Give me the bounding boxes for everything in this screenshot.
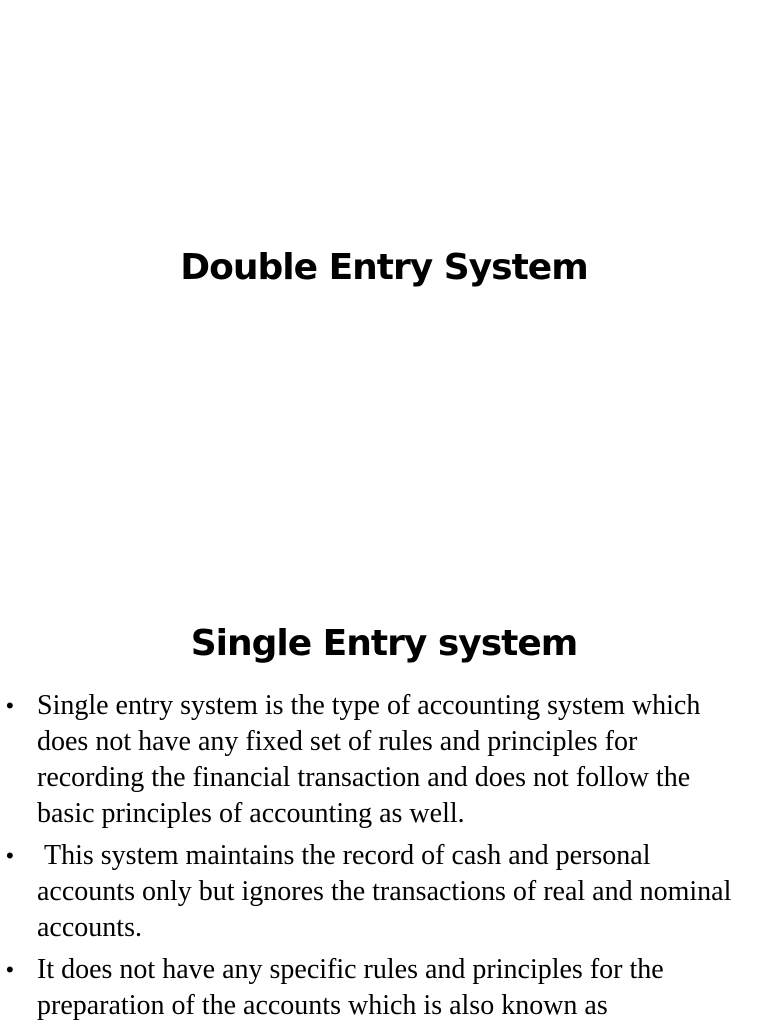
bullet-list — [0, 688, 768, 1024]
bullet-item — [0, 688, 768, 832]
bullet-item — [0, 838, 768, 946]
bullet-item — [0, 952, 768, 1024]
bullet-icon: • — [6, 693, 14, 718]
slide-title: Single Entry system — [190, 623, 578, 664]
bullet-text: This system maintains the record of cash and personal accounts only but ignores the transactions of real and nominal accounts. — [37, 840, 739, 943]
bullet-icon: • — [6, 843, 14, 868]
slide-title: Double Entry System — [180, 247, 588, 288]
bullet-text: It does not have any specific rules and principles for the preparation of the accounts which is also known as — [37, 954, 664, 1021]
slide-single-entry — [0, 576, 768, 1024]
bullet-icon: • — [6, 957, 14, 982]
bullet-text: Single entry system is the type of accounting system which does not have any fixed set of rules and principles for recording the financial transaction and does not follow the basic principles of accounting as well. — [37, 690, 701, 829]
